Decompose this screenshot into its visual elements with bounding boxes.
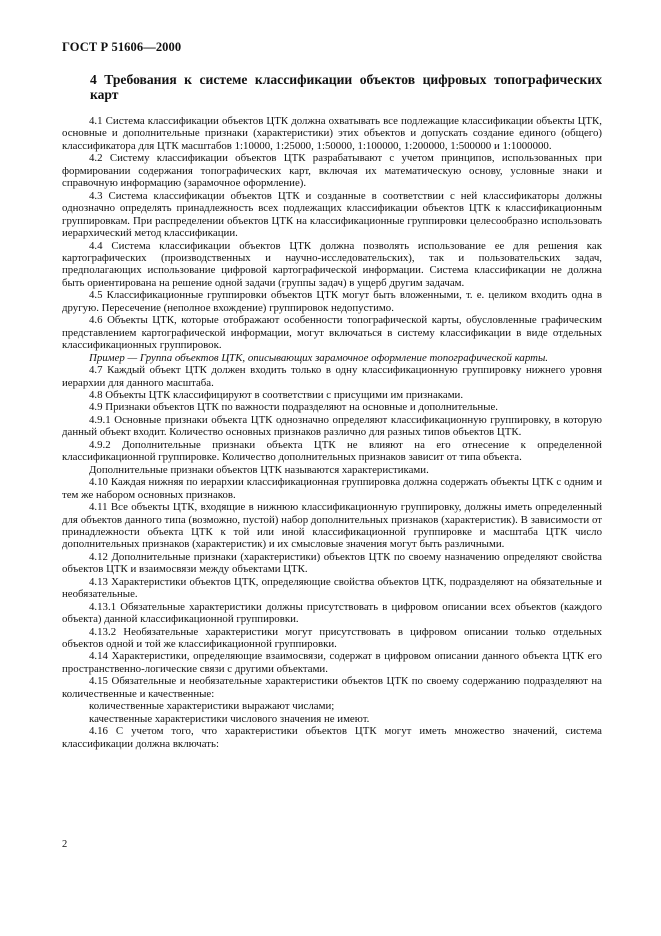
body-paragraph: 4.13.1 Обязательные характеристики должны присутствовать в цифровом описании всех объектов (каждого объекта) данной классификационной группировки. <box>62 600 602 626</box>
body-paragraph: 4.9 Признаки объектов ЦТК по важности подразделяют на основные и дополнительные. <box>89 401 498 414</box>
body-paragraph: 4.4 Система классификации объектов ЦТК должна позволять использование ее для решения как картографических (производственных и научно-исследовательских), так и пользовательских задач, предполагающих использование цифровой картографической информации. Система классификации не должна быть ориентирована на решение одной задачи (группы задач) в ущерб другим задачам. <box>62 239 602 289</box>
body-paragraph: 4.6 Объекты ЦТК, которые отображают особенности топографической карты, обусловленные графическим представлением картографической информации, могут включаться в систему классификации в виде отдельных классификационных группировок. <box>62 314 602 352</box>
body-paragraph: 4.9.1 Основные признаки объекта ЦТК однозначно определяют классификационную группировку, в которую данный объект входит. Количество основных признаков различно для разных типов объектов ЦТК. <box>62 413 602 439</box>
body-paragraph: 4.5 Классификационные группировки объектов ЦТК могут быть вложенными, т. е. целиком входить одна в другую. Пересечение (неполное вхождение) группировок недопустимо. <box>62 289 602 314</box>
section-title: 4 Требования к системе классификации объектов цифровых топографических карт <box>90 72 602 102</box>
body-paragraph: 4.7 Каждый объект ЦТК должен входить только в одну классификационную группировку нижнего уровня иерархии для данного масштаба. <box>62 364 602 389</box>
body-paragraph: 4.9.2 Дополнительные признаки объекта ЦТК не влияют на его отнесение к определенной классификационной группировке. Количество дополнительных признаков зависит от типа объекта. <box>62 438 602 464</box>
body-paragraph: 4.8 Объекты ЦТК классифицируют в соответствии с присущими им признаками. <box>89 388 464 401</box>
list-item: количественные характеристики выражают числами; <box>89 700 335 713</box>
body-paragraph: 4.13.2 Необязательные характеристики могут присутствовать в цифровом описании только отдельных объектов одной и той же классификационной группировки. <box>62 625 602 651</box>
document-header: ГОСТ Р 51606—2000 <box>62 40 182 54</box>
body-paragraph: 4.11 Все объекты ЦТК, входящие в нижнюю классификационную группировку, должны иметь определенный для объектов данного типа (возможно, пустой) набор дополнительных признаков (характеристик). В зависимости от принадлежности объекта ЦТК к той или иной классификационной группировке и масштаба ЦТК число дополнительных признаков (характеристик) и их смысловые значения могут быть различными. <box>62 501 602 551</box>
body-paragraph: 4.3 Система классификации объектов ЦТК и созданные в соответствии с ней классификаторы должны однозначно определять принадлежность всех подлежащих классификации объектов ЦТК к классификационным группировкам. При распределении объектов ЦТК на классификационные группировки целесообразно использовать иерархический метод классификации. <box>62 189 602 240</box>
body-paragraph: 4.1 Система классификации объектов ЦТК должна охватывать все подлежащие классификации объекты ЦТК, основные и дополнительные признаки (характеристики) этих объектов и допускать создание единого (общего) классификатора для ЦТК масштабов 1:10000, 1:25000, 1:50000, 1:100000, 1:200000, 1:500000 и 1:1000000. <box>62 115 602 152</box>
body-paragraph: Дополнительные признаки объектов ЦТК называются характеристиками. <box>89 463 429 476</box>
body-paragraph: 4.12 Дополнительные признаки (характеристики) объектов ЦТК по своему назначению определяют свойства объектов ЦТК и взаимосвязи между объектами ЦТК. <box>62 550 602 576</box>
example-paragraph: Пример — Группа объектов ЦТК, описывающих зарамочное оформление топографической карты. <box>89 351 549 364</box>
page-number: 2 <box>62 839 68 850</box>
body-paragraph: 4.10 Каждая нижняя по иерархии классификационная группировка должна содержать объекты ЦТК с одним и тем же набором основных признаков. <box>62 476 602 501</box>
body-paragraph: 4.13 Характеристики объектов ЦТК, определяющие свойства объектов ЦТК, подразделяют на обязательные и необязательные. <box>62 575 602 601</box>
document-body <box>62 115 602 750</box>
body-paragraph: 4.2 Систему классификации объектов ЦТК разрабатывают с учетом принципов, использованных при формировании содержания топографических карт, включая их математическую основу, условные знаки и справочную информацию (зарамочное оформление). <box>62 152 602 190</box>
body-paragraph: 4.16 С учетом того, что характеристики объектов ЦТК могут иметь множество значений, система классификации должна включать: <box>62 725 602 750</box>
list-item: качественные характеристики числового значения не имеют. <box>89 712 370 725</box>
body-paragraph: 4.15 Обязательные и необязательные характеристики объектов ЦТК по своему содержанию подразделяют на количественные и качественные: <box>62 675 602 700</box>
body-paragraph: 4.14 Характеристики, определяющие взаимосвязи, содержат в цифровом описании данного объекта ЦТК его пространственно-логические связи с другими объектами. <box>62 650 602 675</box>
